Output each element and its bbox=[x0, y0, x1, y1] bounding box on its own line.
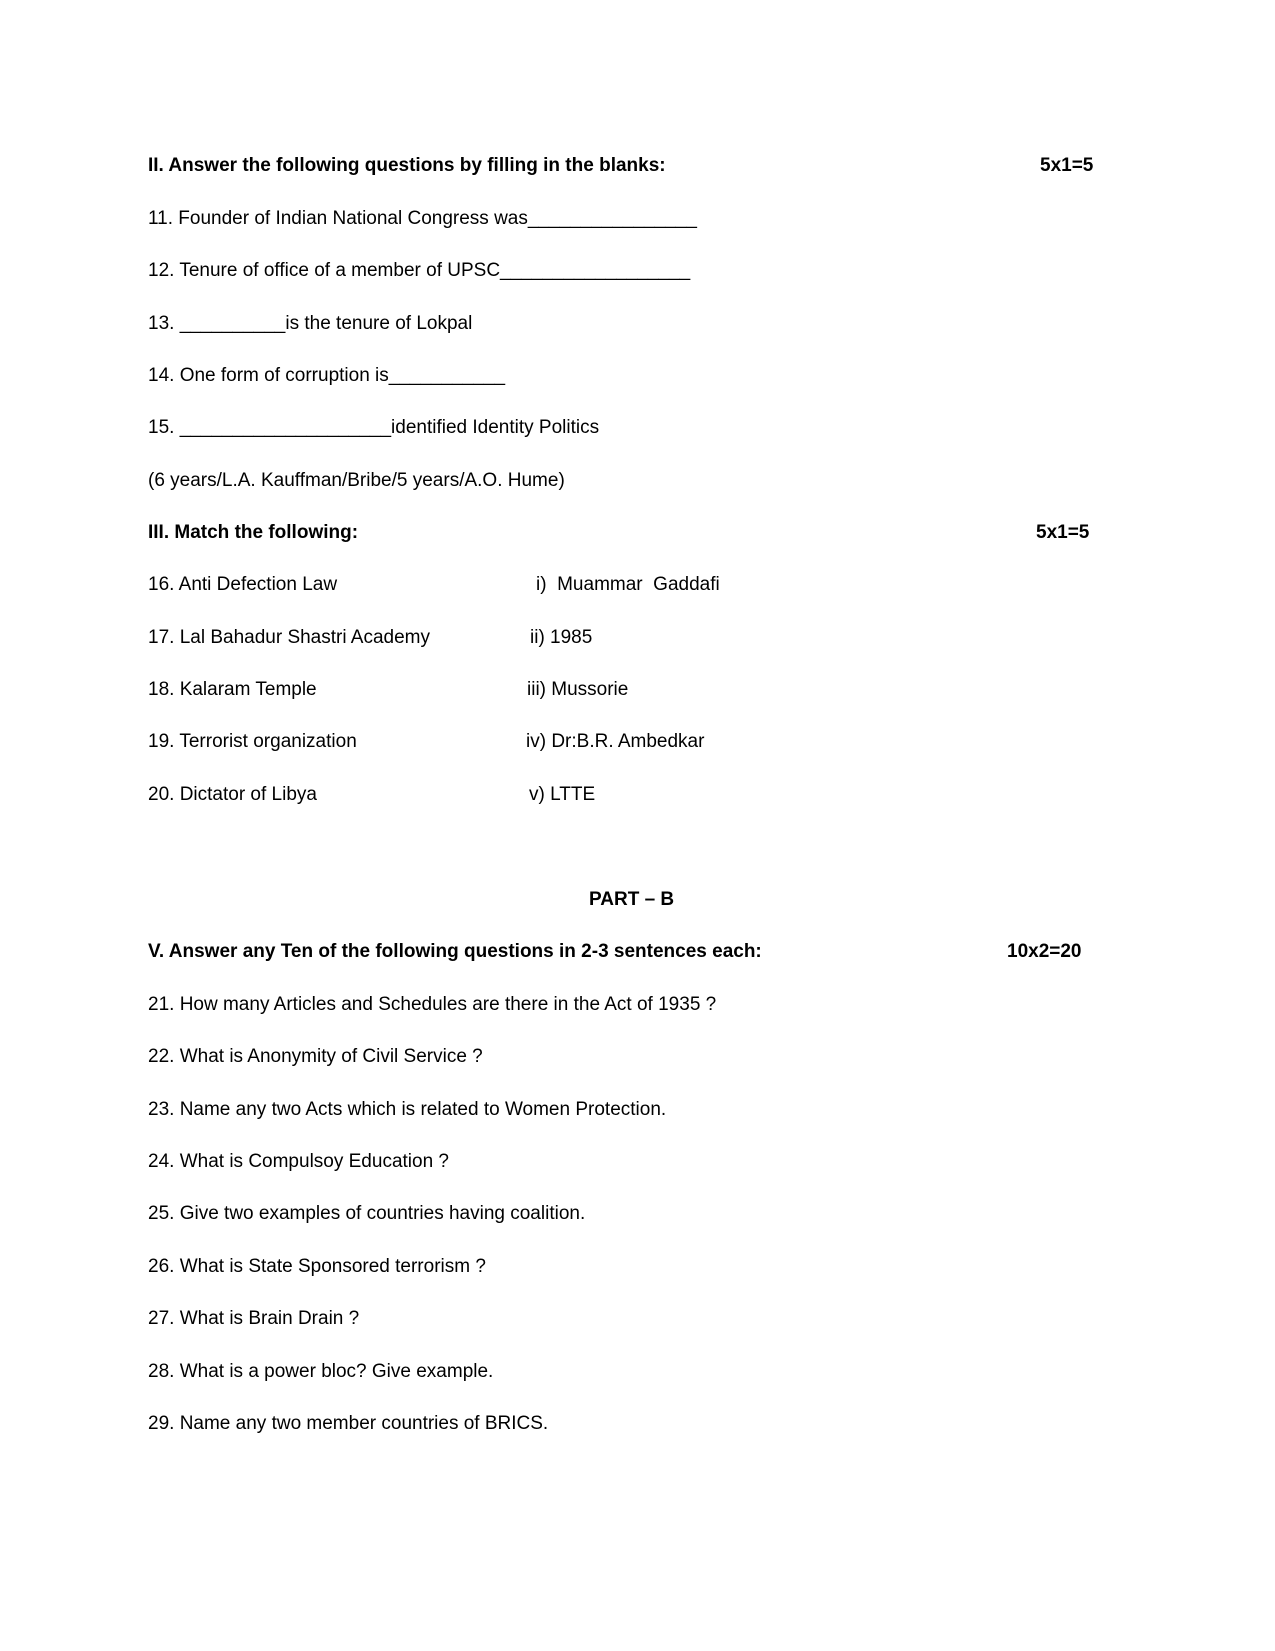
answer-options: (6 years/L.A. Kauffman/Bribe/5 years/A.O. Hume) bbox=[148, 470, 565, 491]
section-3-heading: III. Match the following: bbox=[148, 522, 359, 543]
match-right-ii: ii) 1985 bbox=[530, 627, 593, 648]
section-5-marks: 10x2=20 bbox=[1007, 941, 1082, 962]
question-24: 24. What is Compulsoy Education ? bbox=[148, 1151, 449, 1172]
question-15: 15. ____________________identified Identity Politics bbox=[148, 417, 600, 438]
match-left-17: 17. Lal Bahadur Shastri Academy bbox=[148, 627, 431, 648]
question-29: 29. Name any two member countries of BRICS. bbox=[148, 1413, 549, 1434]
match-right-iii: iii) Mussorie bbox=[527, 679, 629, 700]
match-right-v: v) LTTE bbox=[529, 784, 596, 805]
question-28: 28. What is a power bloc? Give example. bbox=[148, 1361, 494, 1382]
match-left-18: 18. Kalaram Temple bbox=[148, 679, 317, 700]
match-right-i: i) Muammar Gaddafi bbox=[536, 574, 720, 595]
question-26: 26. What is State Sponsored terrorism ? bbox=[148, 1256, 486, 1277]
match-left-19: 19. Terrorist organization bbox=[148, 731, 357, 752]
question-21: 21. How many Articles and Schedules are there in the Act of 1935 ? bbox=[148, 994, 717, 1015]
question-12: 12. Tenure of office of a member of UPSC__________________ bbox=[148, 260, 691, 281]
question-11: 11. Founder of Indian National Congress was________________ bbox=[148, 208, 697, 229]
question-23: 23. Name any two Acts which is related to Women Protection. bbox=[148, 1099, 667, 1120]
part-b-title: PART – B bbox=[589, 889, 675, 910]
section-3-marks: 5x1=5 bbox=[1036, 522, 1090, 543]
section-5-heading: V. Answer any Ten of the following questions in 2-3 sentences each: bbox=[148, 941, 762, 962]
question-14: 14. One form of corruption is___________ bbox=[148, 365, 506, 386]
question-13: 13. __________is the tenure of Lokpal bbox=[148, 313, 473, 334]
match-left-20: 20. Dictator of Libya bbox=[148, 784, 317, 805]
question-22: 22. What is Anonymity of Civil Service ? bbox=[148, 1046, 483, 1067]
question-25: 25. Give two examples of countries having coalition. bbox=[148, 1203, 586, 1224]
section-2-marks: 5x1=5 bbox=[1040, 155, 1094, 176]
match-left-16: 16. Anti Defection Law bbox=[148, 574, 338, 595]
section-2-heading: II. Answer the following questions by filling in the blanks: bbox=[148, 155, 666, 176]
question-27: 27. What is Brain Drain ? bbox=[148, 1308, 360, 1329]
match-right-iv: iv) Dr:B.R. Ambedkar bbox=[526, 731, 705, 752]
